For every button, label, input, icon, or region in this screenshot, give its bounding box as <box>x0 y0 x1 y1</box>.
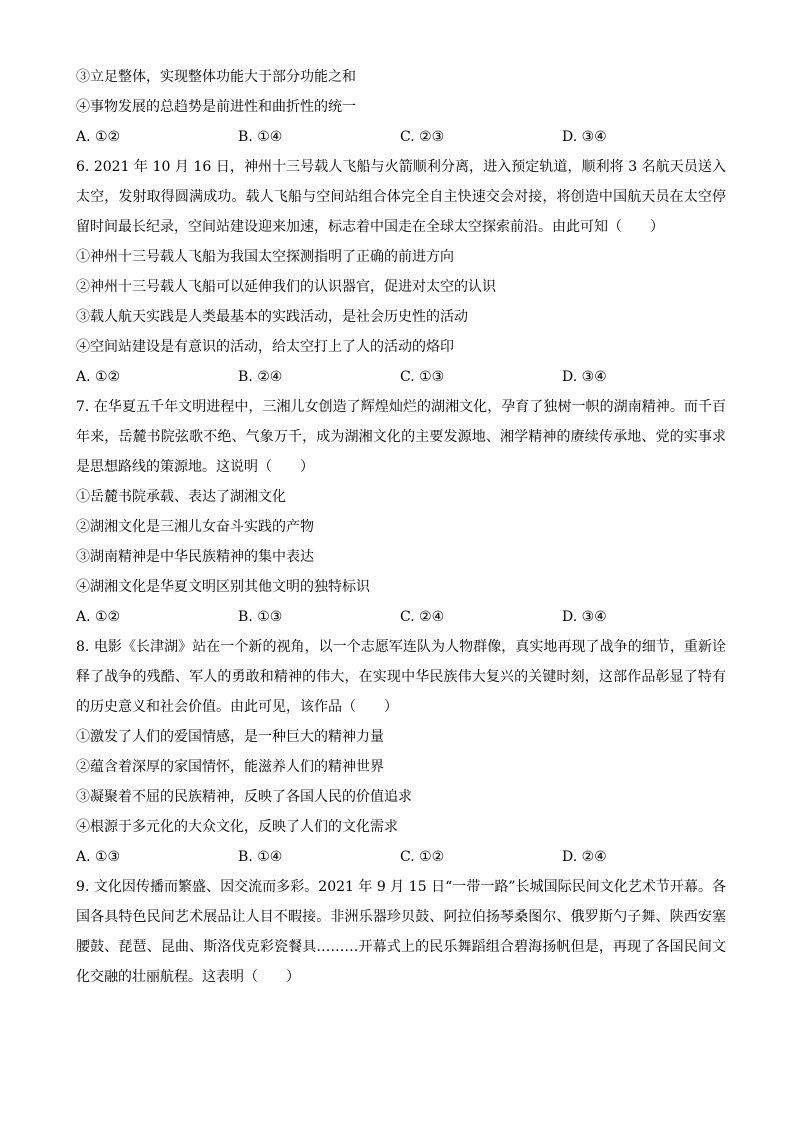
q8-item-2: ②蕴含着深厚的家国情怀，能滋养人们的精神世界 <box>76 759 384 775</box>
option-item-3: ③立足整体，实现整体功能大于部分功能之和 <box>76 69 356 85</box>
exam-page <box>76 62 726 992</box>
answer-option-b: B. ①③ <box>238 609 283 625</box>
q8-item-3: ③凝聚着不屈的民族精神，反映了各国人民的价值追求 <box>76 789 412 805</box>
answer-option-c: C. ②④ <box>400 609 445 625</box>
answer-options-q6 <box>76 362 726 392</box>
question-6-stem: 6. 2021 年 10 月 16 日，神州十三号载人飞船与火箭顺利分离，进入预定轨道，顺利将 3 名航天员送入太空，发射取得圆满成功。载人飞船与空间站组合体完全自主快速交会对接，将创造中国航天员在太空停留时间最长纪录，空间站建设迎来加速，标志着中国走在全球太空探索前沿。由此可知（ ） <box>76 159 726 235</box>
question-8-stem: 8. 电影《长津湖》站在一个新的视角，以一个志愿军连队为人物群像，真实地再现了战争的细节，重新诠释了战争的残酷、军人的勇敢和精神的伟大，在实现中华民族伟大复兴的关键时刻，这部作品彰显了特有的历史意义和社会价值。由此可见，该作品（ ） <box>76 639 726 715</box>
q7-item-2: ②湖湘文化是三湘儿女奋斗实践的产物 <box>76 519 314 535</box>
answer-option-d: D. ③④ <box>562 609 607 625</box>
q7-item-3: ③湖南精神是中华民族精神的集中表达 <box>76 549 314 565</box>
answer-option-c: C. ②③ <box>400 129 445 145</box>
q7-item-4: ④湖湘文化是华夏文明区别其他文明的独特标识 <box>76 579 370 595</box>
answer-options-q5 <box>76 122 726 152</box>
answer-option-a: A. ①③ <box>76 849 121 865</box>
answer-options-q7 <box>76 602 726 632</box>
q6-item-1: ①神州十三号载人飞船为我国太空探测指明了正确的前进方向 <box>76 249 454 265</box>
question-9-stem: 9. 文化因传播而繁盛、因交流而多彩。2021 年 9 月 15 日“一带一路”长城国际民间文化艺术节开幕。各国各具特色民间艺术展品让人目不暇接。非洲乐器珍贝鼓、阿拉伯扬琴桑图尔、俄罗斯勺子舞、陕西安塞腰鼓、琵琶、昆曲、斯洛伐克彩瓷餐具………开幕式上的民乐舞蹈组合碧海扬帆但是，再现了各国民间文化交融的壮丽航程。这表明（ ） <box>76 879 726 985</box>
answer-option-b: B. ②④ <box>238 369 283 385</box>
q6-item-3: ③载人航天实践是人类最基本的实践活动，是社会历史性的活动 <box>76 309 468 325</box>
answer-option-d: D. ③④ <box>562 369 607 385</box>
q6-item-4: ④空间站建设是有意识的活动，给太空打上了人的活动的烙印 <box>76 339 454 355</box>
answer-option-d: D. ②④ <box>562 849 607 865</box>
answer-option-b: B. ①④ <box>238 849 283 865</box>
answer-option-a: A. ①② <box>76 129 121 145</box>
q8-item-4: ④根源于多元化的大众文化，反映了人们的文化需求 <box>76 819 398 835</box>
q6-item-2: ②神州十三号载人飞船可以延伸我们的认识器官，促进对太空的认识 <box>76 279 496 295</box>
answer-option-c: C. ①② <box>400 849 445 865</box>
answer-option-b: B. ①④ <box>238 129 283 145</box>
answer-option-a: A. ①② <box>76 369 121 385</box>
option-item-4: ④事物发展的总趋势是前进性和曲折性的统一 <box>76 99 356 115</box>
answer-option-a: A. ①② <box>76 609 121 625</box>
q8-item-1: ①激发了人们的爱国情感，是一种巨大的精神力量 <box>76 729 384 745</box>
answer-option-d: D. ③④ <box>562 129 607 145</box>
answer-options-q8 <box>76 842 726 872</box>
answer-option-c: C. ①③ <box>400 369 445 385</box>
question-7-stem: 7. 在华夏五千年文明进程中，三湘儿女创造了辉煌灿烂的湖湘文化，孕育了独树一帜的湖南精神。而千百年来，岳麓书院弦歌不绝、气象万千，成为湖湘文化的主要发源地、湘学精神的赓续传承地、党的实事求是思想路线的策源地。这说明（ ） <box>76 399 726 475</box>
q7-item-1: ①岳麓书院承载、表达了湖湘文化 <box>76 489 286 505</box>
